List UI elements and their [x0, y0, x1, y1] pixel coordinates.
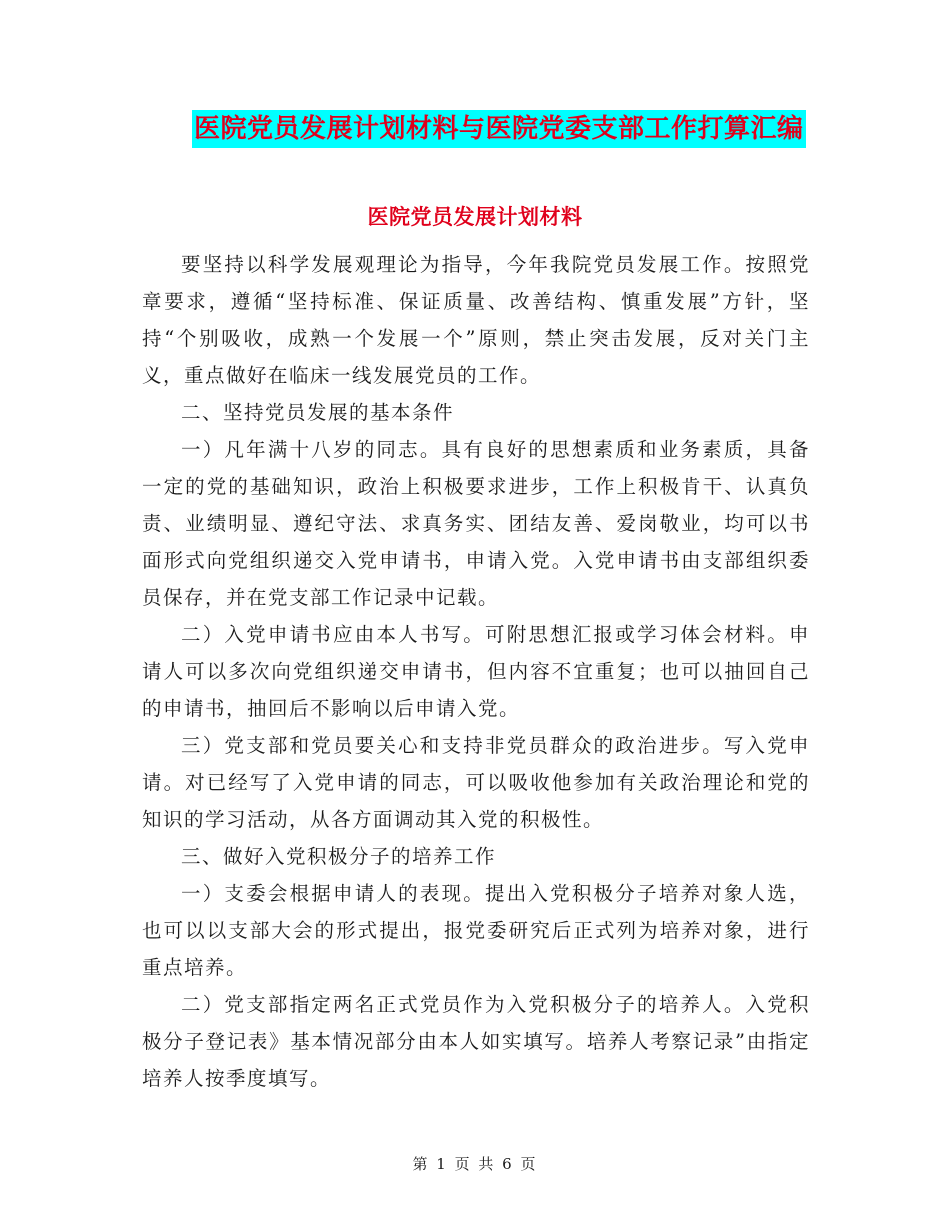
section-title: 医院党员发展计划材料: [367, 204, 583, 229]
page-number: 第 1 页 共 6 页: [412, 1155, 538, 1173]
heading-paragraph: 二、坚持党员发展的基本条件: [181, 401, 455, 424]
document-body: [142, 246, 810, 1097]
paragraph: 二）入党申请书应由本人书写。可附思想汇报或学习体会材料。申请人可以多次向党组织递交申请书，但内容不宜重复；也可以抽回自己的申请书，抽回后不影响以后申请入党。: [142, 623, 810, 720]
paragraph: 一）支委会根据申请人的表现。提出入党积极分子培养对象人选，也可以以支部大会的形式提出，报党委研究后正式列为培养对象，进行重点培养。: [142, 882, 810, 979]
paragraph: 要坚持以科学发展观理论为指导，今年我院党员发展工作。按照党章要求，遵循“坚持标准、保证质量、改善结构、慎重发展”方针，坚持“个别吸收，成熟一个发展一个”原则，禁止突击发展，反对关门主义，重点做好在临床一线发展党员的工作。: [142, 253, 810, 387]
paragraph: 二）党支部指定两名正式党员作为入党积极分子的培养人。入党积极分子登记表》基本情况部分由本人如实填写。培养人考察记录”由指定培养人按季度填写。: [142, 993, 810, 1090]
document-title: 医院党员发展计划材料与医院党委支部工作打算汇编: [192, 110, 806, 148]
paragraph: 三）党支部和党员要关心和支持非党员群众的政治进步。写入党申请。对已经写了入党申请的同志，可以吸收他参加有关政治理论和党的知识的学习活动，从各方面调动其入党的积极性。: [142, 734, 810, 831]
heading-paragraph: 三、做好入党积极分子的培养工作: [181, 845, 497, 868]
paragraph: 一）凡年满十八岁的同志。具有良好的思想素质和业务素质，具备一定的党的基础知识，政治上积极要求进步，工作上积极肯干、认真负责、业绩明显、遵纪守法、求真务实、团结友善、爱岗敬业，均可以书面形式向党组织递交入党申请书，申请入党。入党申请书由支部组织委员保存，并在党支部工作记录中记载。: [142, 438, 810, 609]
